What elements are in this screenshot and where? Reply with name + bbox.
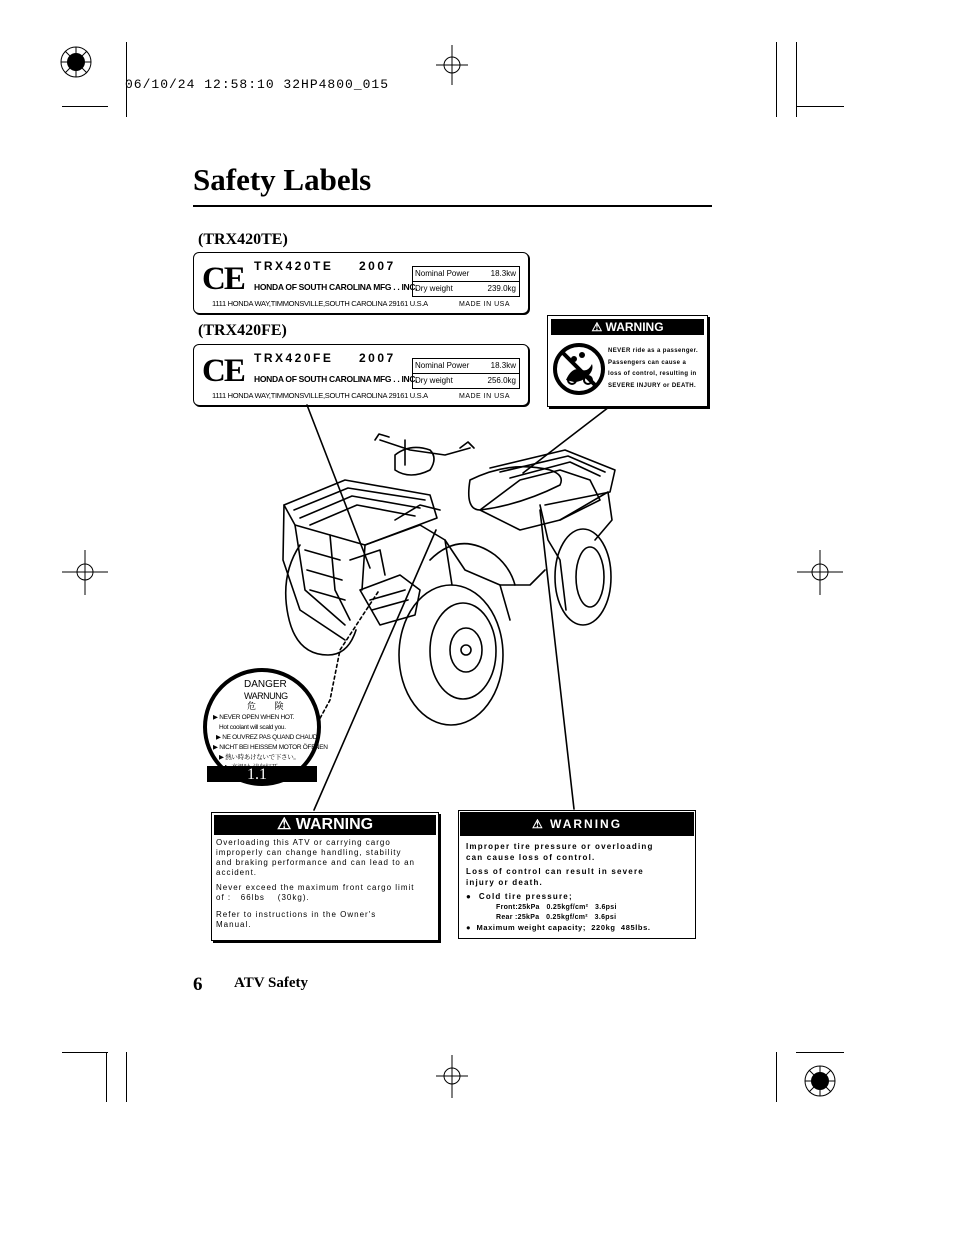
tire-warning-heading: ⚠ WARNING <box>460 812 694 836</box>
caption-trx420fe: (TRX420FE) <box>198 322 287 339</box>
tire-warning-label <box>458 810 696 939</box>
ce-year: 2007 <box>359 351 396 365</box>
danger-version: 1.1 <box>247 766 267 783</box>
danger-title: DANGER <box>244 679 287 690</box>
cargo-warning-heading: ⚠ WARNING <box>214 815 436 835</box>
radiator-danger-label <box>203 668 328 786</box>
ce-address: 1111 HONDA WAY,TIMMONSVILLE,SOUTH CAROLINA 29161 U.S.A <box>212 391 428 400</box>
tire-rear-pressure: Rear :25kPa 0.25kgf/cm² 3.6psi <box>496 914 617 921</box>
print-stamp: 06/10/24 12:58:10 32HP4800_015 <box>125 77 390 92</box>
weight-value: 239.0kg <box>487 284 516 293</box>
section-name: ATV Safety <box>234 975 309 991</box>
passenger-warning-heading: ⚠ WARNING <box>551 319 704 335</box>
warning-heading-text: WARNING <box>550 817 623 831</box>
ce-model: TRX420TE <box>254 259 334 273</box>
cargo-warning-p1: Overloading this ATV or carrying cargo improperly can change handling, stability and braking performance and can lead to an accident. <box>216 838 415 877</box>
ce-made-in: MADE IN USA <box>459 393 511 400</box>
tire-front-pressure: Front:25kPa 0.25kgf/cm² 3.6psi <box>496 904 617 911</box>
warnung-title: WARNUNG <box>244 691 288 701</box>
weight-label: Dry weight <box>415 376 453 385</box>
cargo-warning-label <box>211 812 439 941</box>
ce-made-in: MADE IN USA <box>459 301 511 308</box>
page-number: 6 <box>193 974 203 995</box>
cargo-warning-p2: Never exceed the maximum front cargo limit of : 66lbs (30kg). <box>216 883 415 902</box>
ce-mark: CE <box>202 353 244 389</box>
tire-warning-p2: Loss of control can result in severe injury or death. <box>466 867 644 887</box>
page-title: Safety Labels <box>193 162 372 197</box>
warning-heading-text: WARNING <box>295 816 374 833</box>
ce-company: HONDA OF SOUTH CAROLINA MFG . . INC. <box>254 374 418 384</box>
power-label: Nominal Power <box>415 361 470 370</box>
tire-warning-p3: ● Cold tire pressure; <box>466 892 573 901</box>
power-value: 18.3kw <box>490 361 516 370</box>
tire-warning-p1: Improper tire pressure or overloading can cause loss of control. <box>466 842 654 862</box>
cargo-warning-p3: Refer to instructions in the Owner's Manual. <box>216 910 377 929</box>
ce-company: HONDA OF SOUTH CAROLINA MFG . . INC. <box>254 282 418 292</box>
kiken-title: 危 険 <box>247 701 292 711</box>
power-label: Nominal Power <box>415 269 470 278</box>
danger-body: ▶ NEVER OPEN WHEN HOT. Hot coolant will scald you. ▶ NE OUVREZ PAS QUAND CHAUD. ▶ NICHT BEI HEISSEM MOTOR ÖFFNEN ▶ 熱い時あけないで下さい。 <box>213 714 328 761</box>
ce-year: 2007 <box>359 259 396 273</box>
tire-max-capacity: ● Maximum weight capacity; 220kg 485lbs. <box>466 923 651 932</box>
caption-trx420te: (TRX420TE) <box>198 231 288 248</box>
passenger-warning-text: NEVER ride as a passenger. Passengers can cause a loss of control, resulting in SEVERE INJURY or DEATH. <box>608 348 699 389</box>
weight-label: Dry weight <box>415 284 453 293</box>
ce-model: TRX420FE <box>254 351 334 365</box>
ce-address: 1111 HONDA WAY,TIMMONSVILLE,SOUTH CAROLINA 29161 U.S.A <box>212 299 428 308</box>
weight-value: 256.0kg <box>487 376 516 385</box>
power-value: 18.3kw <box>490 269 516 278</box>
ce-mark: CE <box>202 261 244 297</box>
warning-heading-text: WARNING <box>605 320 664 334</box>
